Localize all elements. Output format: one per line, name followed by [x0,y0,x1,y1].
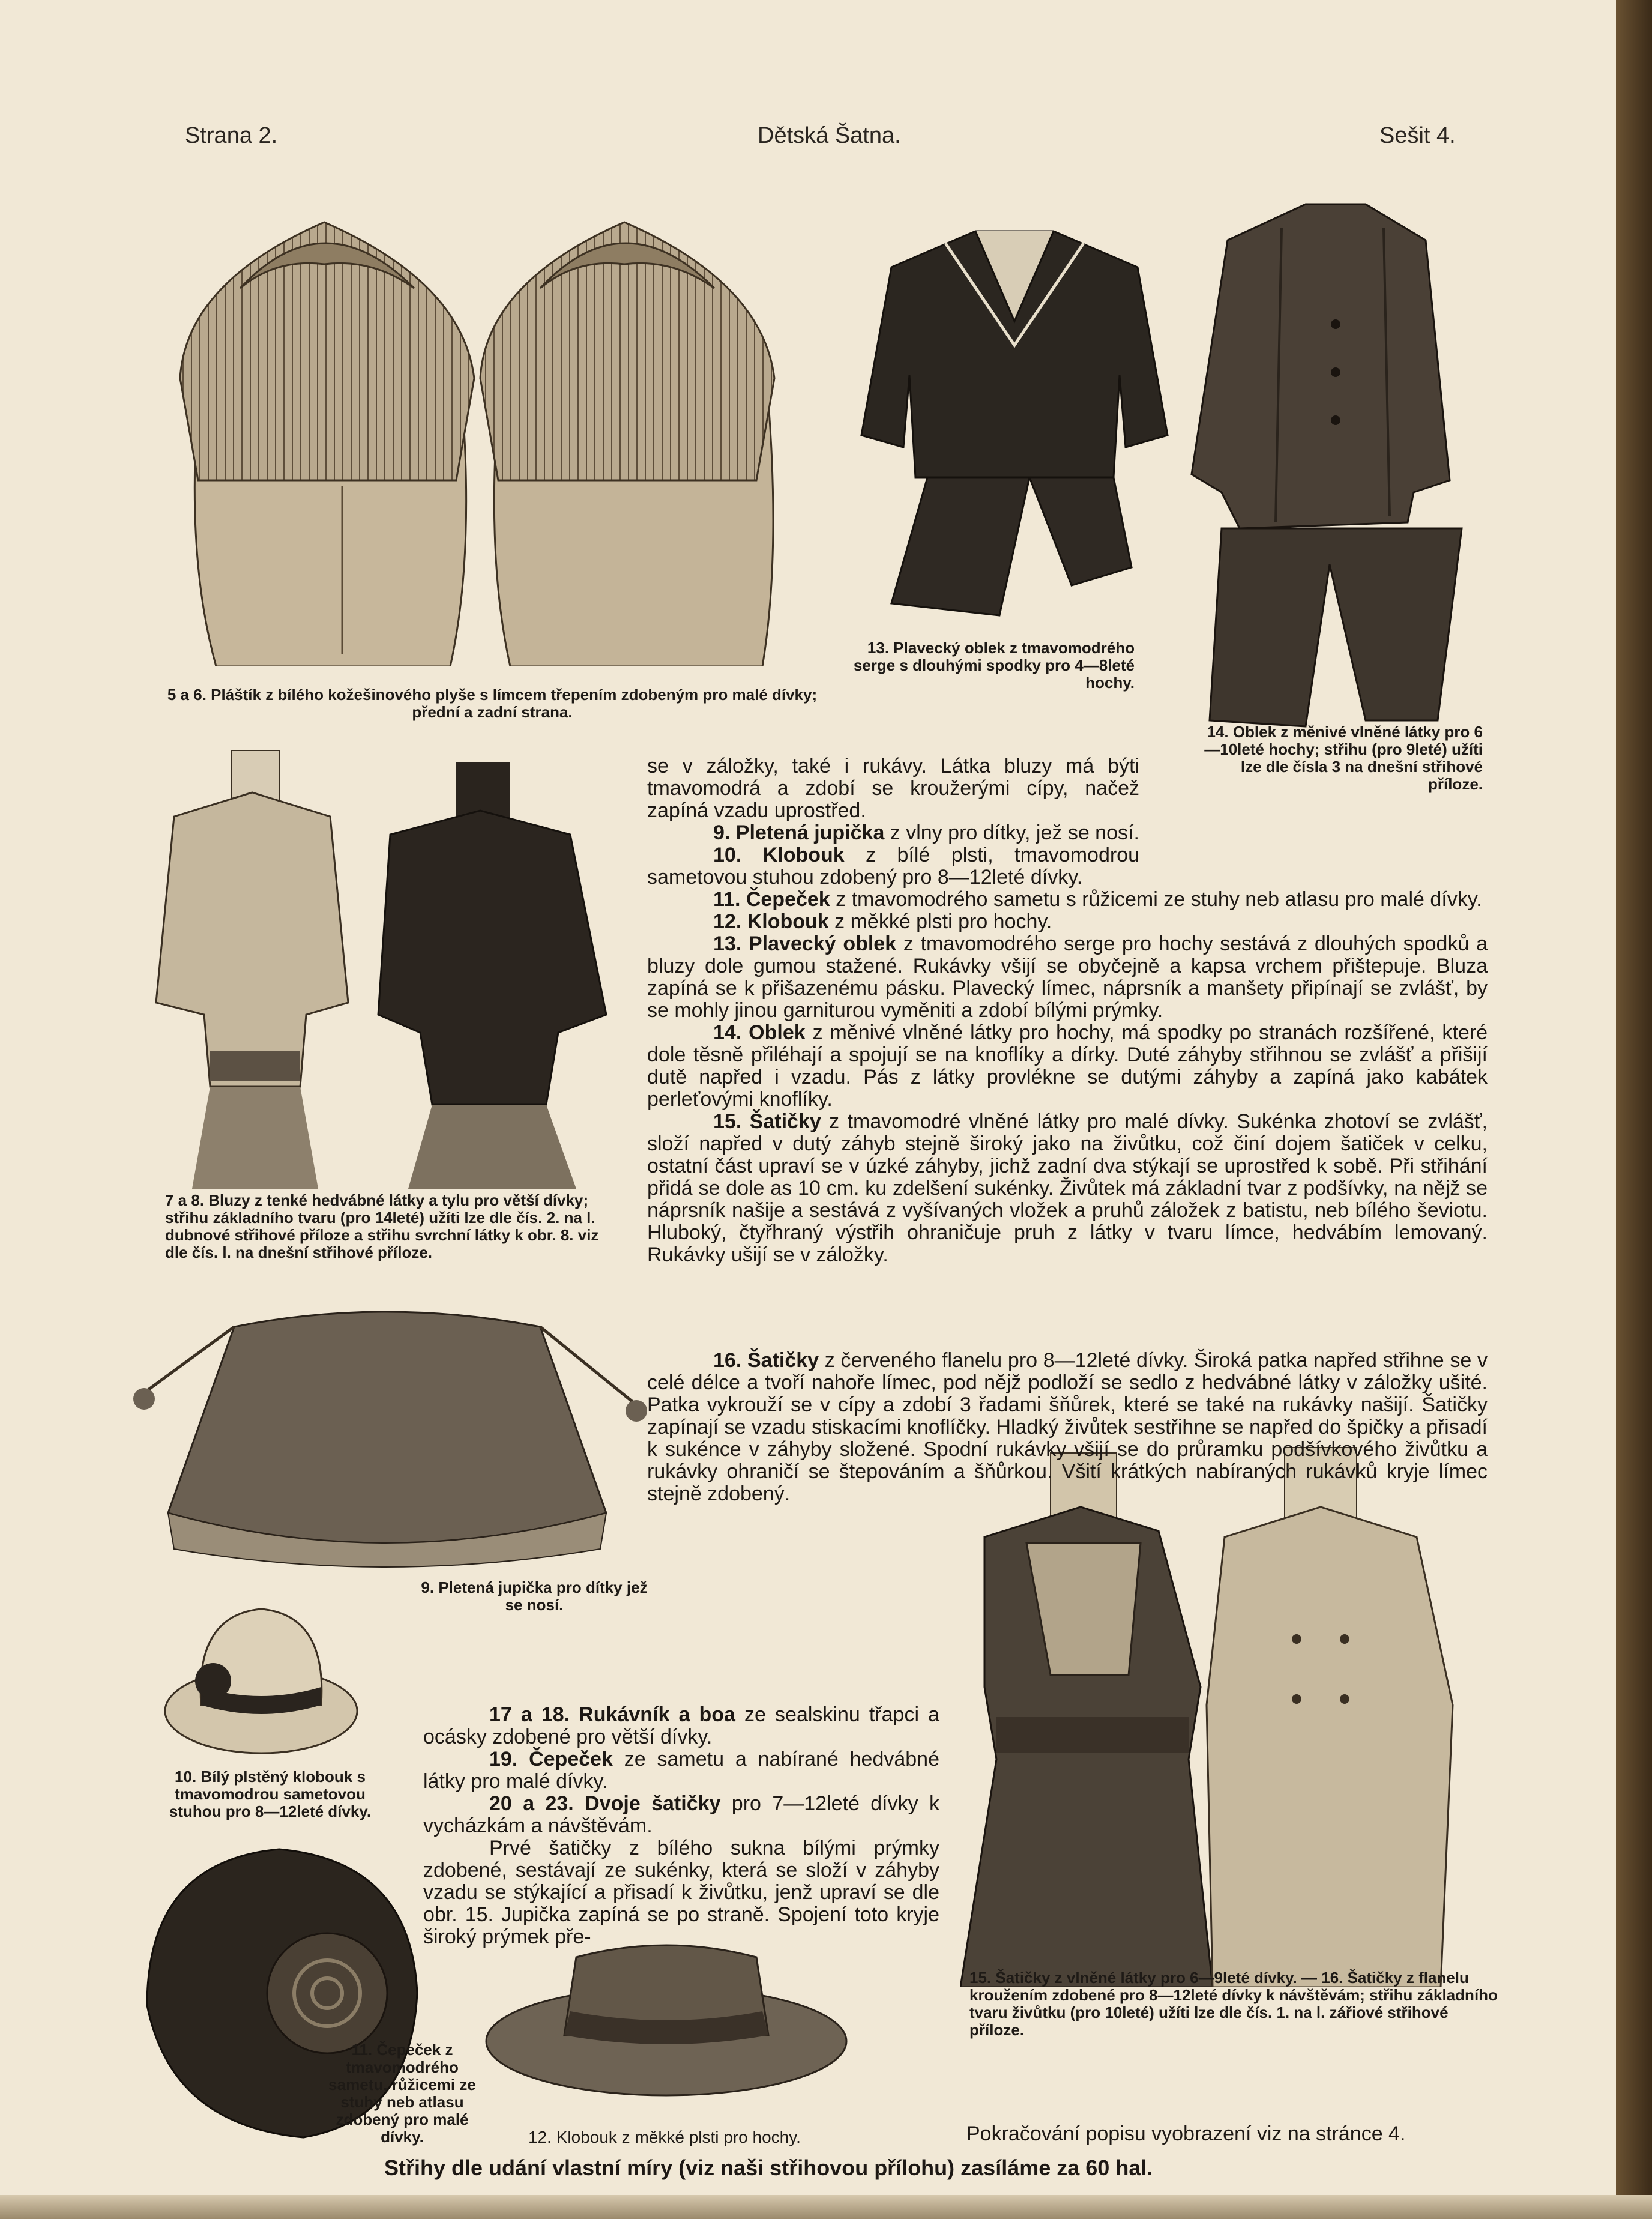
continuation-note: Pokračování popisu vyobrazení viz na stránce 4. [966,2122,1406,2145]
item-15-text: z tmavomodré vlněné látky pro malé dívky. Sukénka zhotoví se zvlášť, složí napřed v dutý záhyb stejně široký jako na živůtku, což činí dojem šatiček v celku, ostatní část upraví se v úzké záhyby, jichž zadní dva stýkají se uprostřed k sobě. Při střihání přidá se dole as 10 cm. ku zdelšení sukénky. Živůtek má základní tvar z podšívky, na nějž se náprsník našije a sestává z vyšívaných vložek a pruhů záložek z batistu, neb bílého ševiotu. Hluboký, čtyřhraný výstřih ohraničuje pruh z látky v tvaru límce, hedvábím lemovaný. Rukávky ušijí se v záložky. [647,1110,1488,1266]
article-paragraph-9 [647,822,1139,844]
item-9-text: z vlny pro dítky, jež se nosí. [884,821,1139,844]
article-paragraph-21: Prvé šatičky z bílého sukna bílými prýmky zdobené, sestávají ze sukénky, která se složí v záhyby vzadu se stýkající a přisadí k živůtku, jenž upraví se dle obr. 15. Jupička zapíná se po straně. Spojení toto kryje široký prýmek pře- [423,1837,939,1948]
page-bottom-edge [0,2195,1652,2219]
item-9-lead: 9. Pletená jupička [713,821,885,844]
item-19-lead: 19. Čepeček [489,1748,613,1771]
article-paragraph-17 [423,1704,939,1748]
caption-9: 9. Pletená jupička pro dítky jež se nosí. [421,1578,648,1614]
boys-suit-illustration [1186,192,1474,732]
article-paragraph-10 [647,844,1139,889]
item-14-lead: 14. Oblek [713,1021,806,1044]
item-10-lead: 10. Klobouk [713,844,845,866]
item-16-lead: 16. Šatičky [713,1349,819,1372]
item-17-lead: 17 a 18. Rukávník a boa [489,1703,735,1726]
caption-14: 14. Oblek z měnivé vlněné látky pro 6—10leté hochy; střihu (pro 9leté) užíti lze dle čísla 3 na dnešní střihové příloze. [1204,723,1483,793]
article-text-lower [423,1704,939,1948]
knitted-jacket-illustration [132,1309,672,1573]
footer-pattern-notice: Střihy dle udání vlastní míry (viz naši střihovou přílohu) zasíláme za 60 hal. [384,2155,1153,2180]
article-paragraph-13 [647,933,1488,1022]
caption-11: 11. Čepeček z tmavomodrého sametu, růžicemi ze stuhy neb atlasu zdobený pro malé dívky. [328,2041,476,2146]
item-12-lead: 12. Klobouk [713,910,829,933]
blouses-illustration [150,750,618,1189]
item-13-text: z tmavomodrého serge pro hochy sestává z dlouhých spodků a bluzy dole gumou stažené. Rukávky všijí se obyčejně a kapsa vrchem přištepuje. Bluza zapíná se k přišazenému pásku. Plavecký límec, náprsník a manšety připínají se zvlášť, by se mohly jinou garniturou vyměniti a zdobí bílými prýmky. [647,932,1488,1022]
article-paragraph-14 [647,1022,1488,1111]
article-paragraph-0: se v záložky, také i rukávy. Látka bluzy má býti tmavomodrá a zdobí se kroužerými cípy, načež zapíná vzadu uprostřed. [647,755,1139,822]
article-paragraph-12 [647,911,1488,933]
fur-cape-illustration [162,198,810,666]
article-paragraph-20 [423,1793,939,1837]
caption-15-16: 15. Šatičky z vlněné látky pro 6—9leté dívky. — 16. Šatičky z flanelu kroužením zdobené pro 8—12leté dívky k návštěvám; střihu základního tvaru živůtku (pro 10leté) užíti lze dle čís. 1. na l. zářiové střihové příloze. [969,1969,1498,2039]
caption-10: 10. Bílý plstěný klobouk s tmavomodrou sametovou stuhou pro 8—12leté dívky. [169,1768,372,1820]
caption-5-6: 5 a 6. Pláštík z bílého kožešinového plyše s límcem třepením zdobeným pro malé dívky; přední a zadní strana. [167,686,818,721]
header-issue-number: Sešit 4. [1379,123,1456,148]
item-20-text: pro 7—12leté dívky k vycházkám a návštěvám. [423,1792,939,1837]
page-binding-edge [1616,0,1652,2219]
white-felt-hat-illustration [159,1597,363,1759]
item-13-lead: 13. Plavecký oblek [713,932,897,955]
item-16-text: z červeného flanelu pro 8—12leté dívky. Široká patka napřed střihne se v celé délce a tvoří nahoře límec, pod nějž podloží se sedlo z hedvábné látky v záložky ušité. Patka vykrouží se v cípy a zdobí 3 řadami šňůrek, které se také na rukávky našijí. Šatičky zapínají se vzadu stiskacími knoflíčky. Hladký živůtek sestřihne se napřed do špičky a přisadí k sukénce v záhyby složené. Spodní rukávky všijí se do průramku podšívkového živůtku a rukávky ohraničí se štepováním a šňůrkou. Všití krátkých nabíraných rukávků kryje límec stejně zdobený. [647,1349,1488,1505]
header-magazine-title: Dětská Šatna. [758,123,901,148]
article-text-top [647,755,1488,1266]
item-12-text: z měkké plsti pro hochy. [828,910,1052,933]
sailor-suit-illustration [855,195,1174,627]
item-14-text: z měnivé vlněné látky pro hochy, má spodky po stranách rozšířené, které dole těsně přiléhají a spojují se na knoflíky a dírky. Duté záhyby střihnou se zvlášť a přišijí dutě napřed i vzadu. Pás z látky provlékne se dutými záhyby a zapíná jako kabátek perleťovými knoflíky. [647,1021,1488,1111]
item-15-lead: 15. Šatičky [713,1110,821,1133]
article-paragraph-19 [423,1748,939,1793]
item-19-text: ze sametu a nabírané hedvábné látky pro malé dívky. [423,1748,939,1793]
article-text-item-16 [647,1350,1488,1505]
item-11-text: z tmavomodrého sametu s růžicemi ze stuhy neb atlasu pro malé dívky. [830,888,1482,911]
item-11-lead: 11. Čepeček [713,888,830,911]
caption-12: 12. Klobouk z měkké plsti pro hochy. [528,2128,801,2146]
item-20-lead: 20 a 23. Dvoje šatičky [489,1792,721,1815]
article-paragraph-15 [647,1111,1488,1266]
article-paragraph-11 [647,889,1488,911]
item-10-text: z bílé plsti, tmavomodrou sametovou stuhou zdobený pro 8—12leté dívky. [647,844,1139,889]
article-paragraph-16 [647,1350,1488,1505]
item-17-text: ze sealskinu třapci a ocásky zdobené pro větší dívky. [423,1703,939,1748]
caption-13: 13. Plavecký oblek z tmavomodrého serge s dlouhými spodky pro 4—8leté hochy. [853,639,1135,692]
header-page-number: Strana 2. [185,123,278,148]
two-dresses-illustration [960,1447,1471,1987]
boys-soft-hat-illustration [480,1933,852,2113]
caption-7-8: 7 a 8. Bluzy z tenké hedvábné látky a tylu pro větší dívky; střihu základního tvaru (pro 14leté) užíti lze dle čís. 2. na l. dubnové střihové příloze a střihu svrchní látky k obr. 8. viz dle čís. l. na dnešní střihové příloze. [165,1191,599,1261]
